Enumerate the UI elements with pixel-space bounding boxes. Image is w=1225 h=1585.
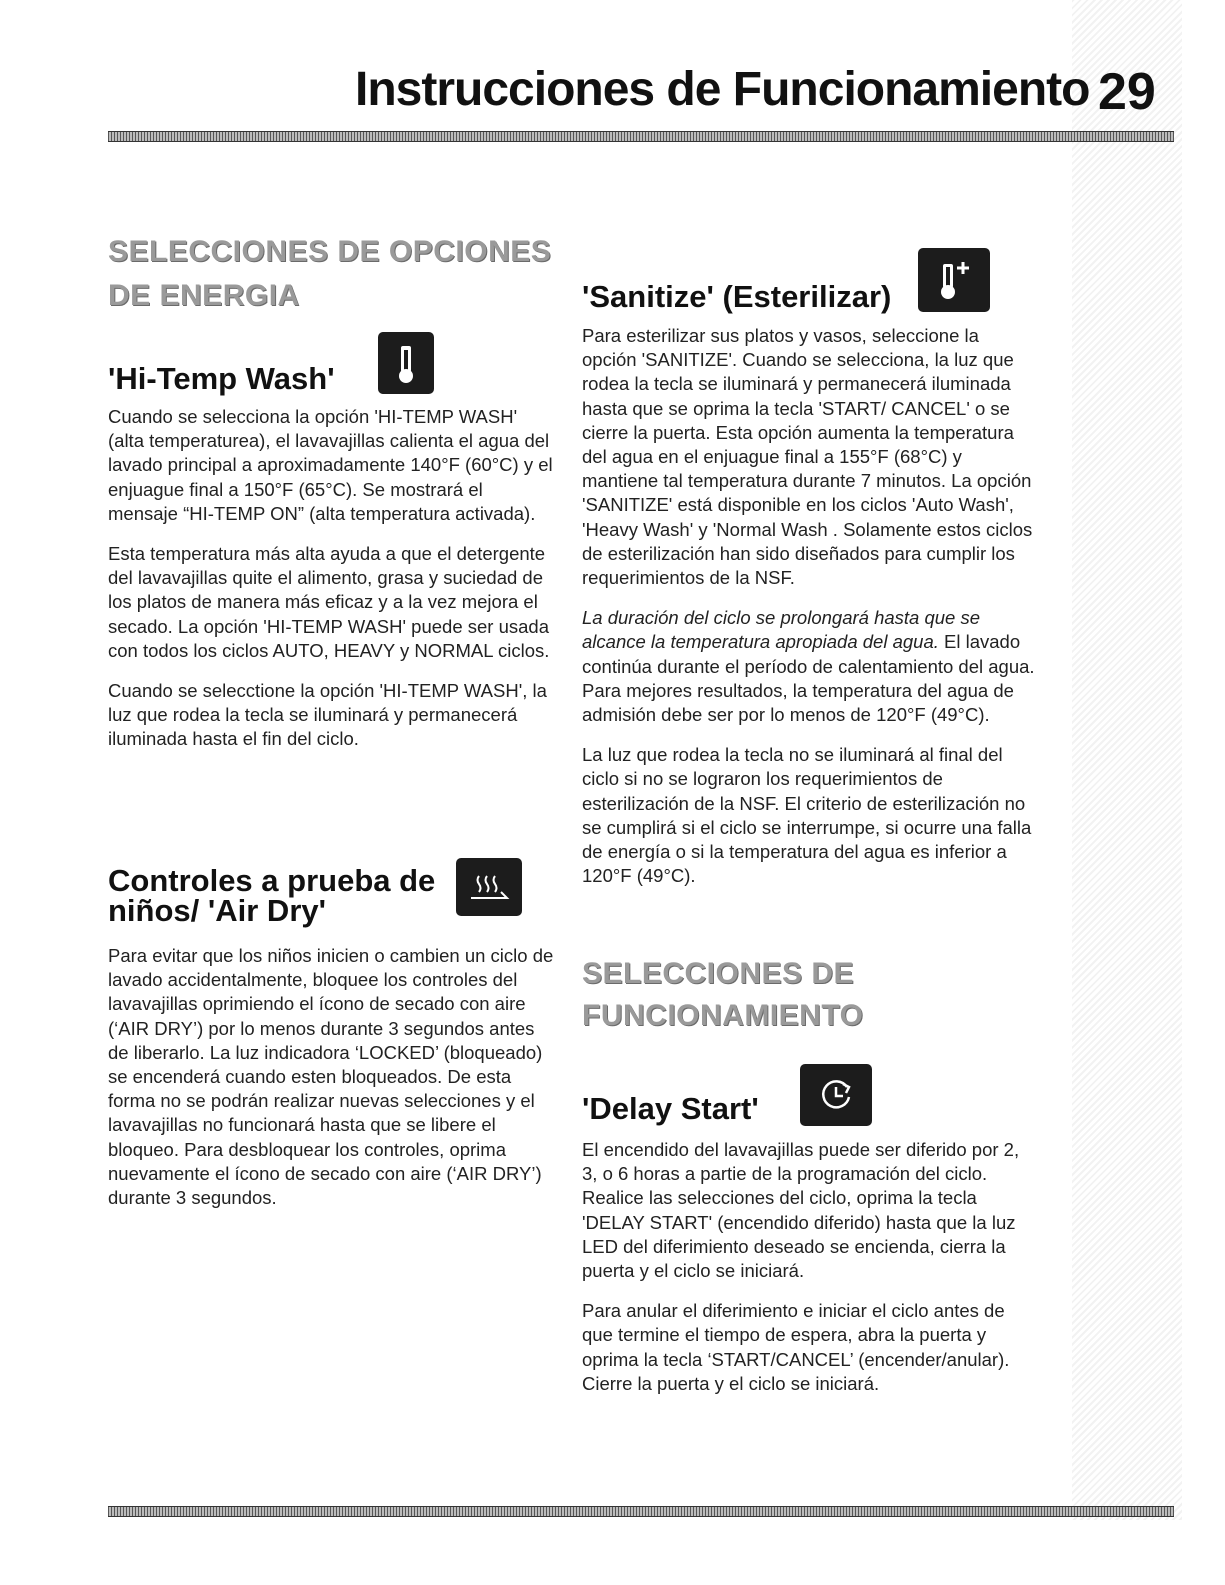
sanitize-heading: 'Sanitize' (Esterilizar): [582, 279, 892, 314]
sanitize-paragraph-3: La luz que rodea la tecla no se iluminará al final del ciclo si no se lograron los requerimientos de esterilización de la NSF. El criterio de esterilización no se cumplirá si el ciclo se interrumpe, si ocurre una falla de energía o si la temperatura del agua es inferior a 120°F (49°C).: [582, 744, 1032, 887]
hi-temp-paragraph-1: Cuando se selecciona la opción 'HI-TEMP WASH' (alta temperaturea), el lavavajillas calienta el agua del lavado principal a aproximadamente 140°F (60°C) y el enjuague final a 150°F (65°C). Se mostrará el mensaje “HI-TEMP ON” (alta temperatura activada).: [108, 406, 553, 524]
sanitize-paragraph-2-rest: El lavado continúa durante el período de calentamiento del agua. Para mejores resultados, la temperatura del agua de admisión debe ser por lo menos de 120°F (49°C).: [582, 631, 1035, 726]
child-lock-body: [108, 944, 558, 1210]
footer-rule: [108, 1506, 1174, 1517]
delay-start-body: [582, 1138, 1037, 1396]
section-title-energy-line2: DE ENERGIA: [108, 279, 300, 312]
delay-start-paragraph-2: Para anular el diferimiento e iniciar el ciclo antes de que termine el tiempo de espera, abra la puerta y oprima la tecla ‘START/CANCEL’ (encender/anular). Cierre la puerta y el ciclo se iniciará.: [582, 1300, 1010, 1394]
hi-temp-body: [108, 320, 553, 752]
sanitize-paragraph-2: [582, 606, 1037, 727]
delay-start-heading: 'Delay Start': [582, 1091, 759, 1126]
child-lock-heading-line2: niños/ 'Air Dry': [108, 893, 326, 928]
clock-icon: [800, 1064, 872, 1126]
hi-temp-heading: 'Hi-Temp Wash': [108, 361, 335, 396]
header-rule: [108, 131, 1174, 142]
hi-temp-paragraph-3: Cuando se selecctione la opción 'HI-TEMP WASH', la luz que rodea la tecla se iluminará y permanecerá iluminada hasta el fin del ciclo.: [108, 680, 547, 750]
hi-temp-paragraph-2: Esta temperatura más alta ayuda a que el detergente del lavavajillas quite el alimento, grasa y suciedad de los platos de manera más eficaz y a la vez mejora el secado. La opción 'HI-TEMP WASH' puede ser usada con todos los ciclos AUTO, HEAVY y NORMAL ciclos.: [108, 543, 550, 661]
thermometer-plus-icon: [918, 248, 990, 312]
decorative-side-strip: [1072, 0, 1182, 1520]
air-dry-icon: [456, 858, 522, 916]
page-title: Instrucciones de Funcionamiento: [355, 63, 1090, 116]
sanitize-paragraph-1: Para esterilizar sus platos y vasos, seleccione la opción 'SANITIZE'. Cuando se selecciona, la luz que rodea la tecla se iluminará y permanecerá iluminada hasta que se oprima la tecla 'START/ CANCEL' o se cierre la puerta. Esta opción aumenta la temperatura del agua en el enjuague final a 155°F (68°C) y mantiene tal temperatura durante 7 minutos. La opción 'SANITIZE' está disponible en los ciclos 'Auto Wash', 'Heavy Wash' y 'Normal Wash . Solamente estos ciclos de esterilización han sido diseñados para cumplir los requerimientos de la NSF.: [582, 325, 1033, 589]
page-number: 29: [1098, 63, 1156, 121]
child-lock-paragraph-1: Para evitar que los niños inicien o cambien un ciclo de lavado accidentalmente, bloquee los controles del lavavajillas oprimiendo el ícono de secado con aire (‘AIR DRY’) por lo menos durante 3 segundos antes de liberarlo. La luz indicadora ‘LOCKED’ (bloqueado) se encenderá cuando esten bloqueados. De esta forma no se podrán realizar nuevas selecciones y el lavavajillas no funcionará hasta que se libere el bloqueo. Para desbloquear los controles, oprima nuevamente el ícono de secado con aire (‘AIR DRY’) durante 3 segundos.: [108, 945, 554, 1209]
delay-start-paragraph-1: El encendido del lavavajillas puede ser diferido por 2, 3, o 6 horas a partie de la programación del ciclo. Realice las selecciones del ciclo, oprima la tecla 'DELAY START' (encendido diferido) hasta que la luz LED del diferimiento deseado se encienda, cierra la puerta y el ciclo se iniciará.: [582, 1139, 1020, 1282]
section-title-operation-line1: SELECCIONES DE: [582, 957, 855, 990]
sanitize-body: [582, 324, 1037, 888]
section-title-operation-line2: FUNCIONAMIENTO: [582, 999, 864, 1032]
section-title-energy-line1: SELECCIONES DE OPCIONES: [108, 235, 552, 268]
child-lock-heading-line1: Controles a prueba de: [108, 863, 436, 898]
sanitize-paragraph-2-italic: La duración del ciclo se prolongará hasta que se alcance la temperatura apropiada del agua.: [582, 607, 981, 653]
